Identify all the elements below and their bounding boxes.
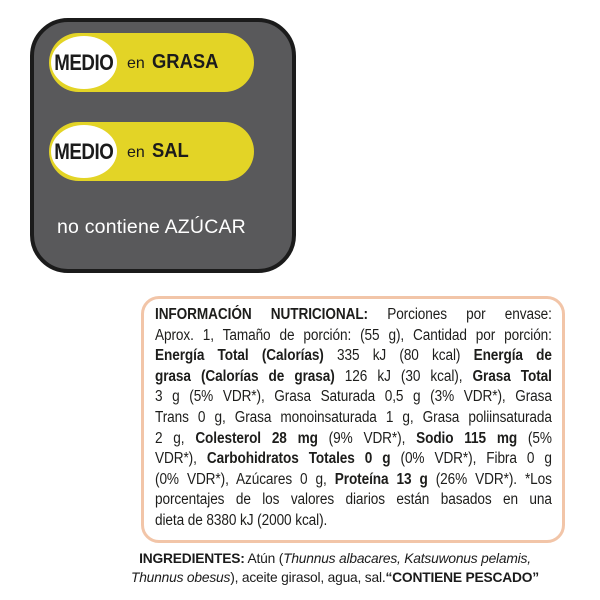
text-segment: porcentajes de los valores diarios están basados en una <box>155 491 552 509</box>
text-segment: 335 kJ (80 kcal) <box>323 347 474 365</box>
text-segment: ), aceite girasol, agua, sal. <box>230 569 386 585</box>
no-sugar-label: no contiene AZÚCAR <box>57 216 246 238</box>
text-line <box>155 429 552 450</box>
text-segment: Sodio 115 mg <box>416 429 518 447</box>
text-segment: Trans 0 g, Grasa monoinsaturada 1 g, Grasa poliinsaturada <box>155 408 552 426</box>
sal-level-pill <box>49 122 254 181</box>
text-segment: Carbohidratos Totales 0 g <box>206 450 391 468</box>
text-segment: (0% VDR*), Azúcares 0 g, <box>155 470 335 488</box>
text-line <box>155 387 552 408</box>
text-line <box>155 305 552 326</box>
text-line <box>155 449 552 470</box>
text-segment: 3 g (5% VDR*), Grasa Saturada 0,5 g (3% VDR*), Grasa <box>155 388 552 406</box>
text-segment: Porciones por envase: <box>367 306 552 323</box>
text-segment: “CONTIENE PESCADO” <box>385 569 540 585</box>
text-line <box>155 326 552 347</box>
text-segment: Colesterol 28 mg <box>195 429 318 447</box>
text-segment: INGREDIENTES: <box>139 551 245 566</box>
nutrition-facts-box <box>141 296 565 543</box>
text-segment: Proteína 13 g <box>334 470 428 488</box>
text-line <box>155 490 552 511</box>
text-segment: (0% VDR*), Fibra 0 g <box>390 450 552 468</box>
text-segment: (5% <box>517 429 552 447</box>
pill-knob-circle <box>51 125 117 178</box>
text-line <box>155 408 552 429</box>
text-line <box>105 550 565 569</box>
pill-knob-circle <box>51 36 117 89</box>
sal-nutrient-label: SAL <box>151 140 189 162</box>
text-segment: 2 g, <box>155 429 196 447</box>
text-segment: Energía Total (Calorías) <box>155 347 324 365</box>
text-segment: Atún ( <box>244 551 284 566</box>
nutrition-facts-text <box>155 305 552 532</box>
sal-prefix-label: en <box>127 144 145 161</box>
text-line <box>155 346 552 367</box>
sal-pill-text <box>127 140 192 163</box>
text-line <box>155 511 552 532</box>
grasa-level-pill <box>49 33 254 92</box>
text-line <box>105 569 565 588</box>
nutrition-warning-badge <box>30 18 296 273</box>
ingredients-section <box>105 550 565 587</box>
text-segment: (26% VDR*). *Los <box>427 470 552 488</box>
text-segment: Thunnus obesus <box>130 569 231 585</box>
grasa-nutrient-label: GRASA <box>151 51 219 73</box>
text-segment: Thunnus albacares, Katsuwonus pelamis, <box>283 551 531 566</box>
text-line <box>155 470 552 491</box>
text-segment: INFORMACIÓN NUTRICIONAL: <box>155 306 368 323</box>
text-segment: (9% VDR*), <box>317 429 417 447</box>
text-segment: Energía de <box>473 347 552 365</box>
grasa-pill-text <box>127 51 224 74</box>
sal-level-label: MEDIO <box>54 138 114 164</box>
text-segment: 126 kJ (30 kcal), <box>334 367 473 385</box>
text-segment: dieta de 8380 kJ (2000 kcal). <box>155 511 328 529</box>
grasa-level-label: MEDIO <box>54 49 114 75</box>
text-line <box>155 367 552 388</box>
text-segment: VDR*), <box>155 450 207 468</box>
grasa-prefix-label: en <box>127 55 145 72</box>
text-segment: Grasa Total <box>472 367 552 385</box>
text-segment: Aprox. 1, Tamaño de porción: (55 g), Cantidad por porción: <box>155 326 552 344</box>
text-segment: grasa (Calorías de grasa) <box>155 367 335 385</box>
